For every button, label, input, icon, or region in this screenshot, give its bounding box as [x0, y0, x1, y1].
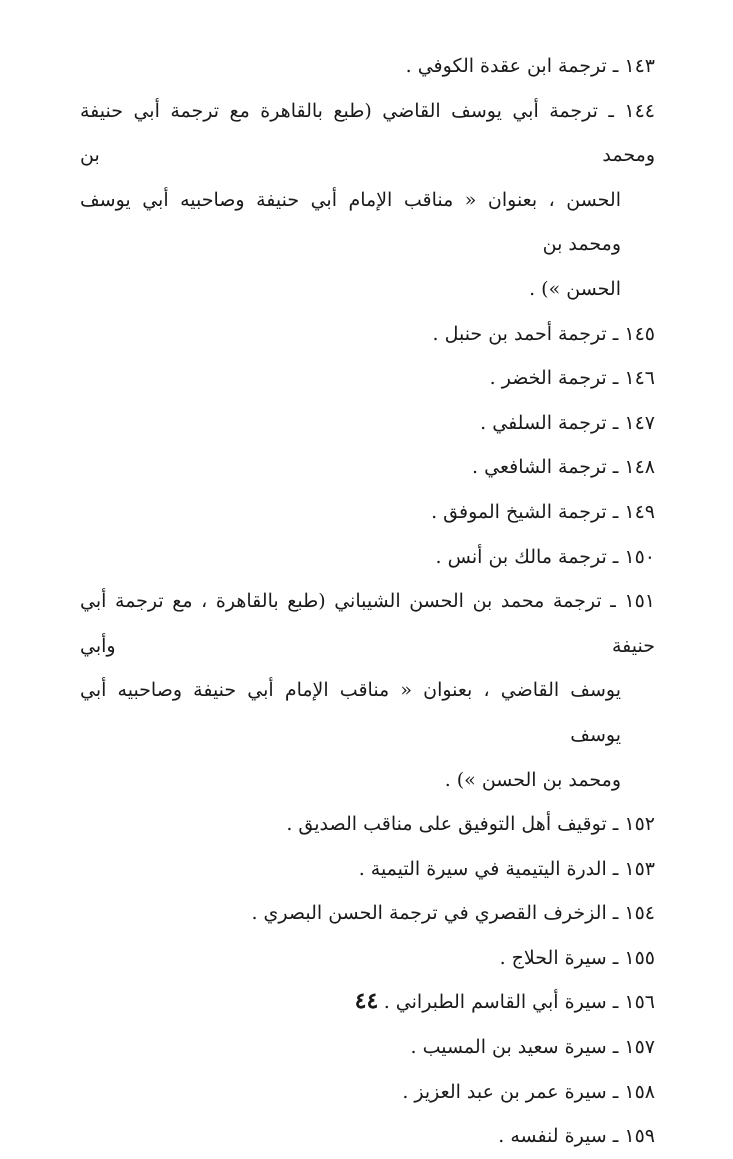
list-item [80, 356, 655, 401]
entry-line: ١٥٦ ـ سيرة أبي القاسم الطبراني . [383, 991, 655, 1014]
entry-line: الحسن ») . [529, 277, 621, 300]
list-item [80, 1025, 655, 1070]
entry-line: يوسف القاضي ، بعنوان « مناقب الإمام أبي حنيفة وصاحبيه أبي يوسف [80, 679, 621, 746]
list-item [80, 936, 655, 981]
entry-line: ١٥٤ ـ الزخرف القصري في ترجمة الحسن البصري . [251, 902, 655, 925]
list-item [80, 89, 655, 312]
entry-line: ١٤٤ ـ ترجمة أبي يوسف القاضي (طبع بالقاهرة مع ترجمة أبي حنيفة ومحمد بن [80, 99, 655, 167]
entry-line: ١٥٥ ـ سيرة الحلاج . [499, 946, 655, 969]
entry-line: ١٤٨ ـ ترجمة الشافعي . [472, 456, 655, 479]
list-item [80, 445, 655, 490]
list-item [80, 490, 655, 535]
list-item [80, 44, 655, 89]
entry-line: ١٥٣ ـ الدرة اليتيمية في سيرة التيمية . [358, 857, 655, 880]
entry-line: ١٥٩ ـ سيرة لنفسه . [498, 1125, 655, 1148]
list-item [80, 802, 655, 847]
entry-line: ١٤٩ ـ ترجمة الشيخ الموفق . [431, 500, 655, 523]
list-item [80, 1114, 655, 1159]
entry-line: ١٥٨ ـ سيرة عمر بن عبد العزيز . [402, 1080, 655, 1103]
entry-line: ١٥٧ ـ سيرة سعيد بن المسيب . [410, 1036, 655, 1059]
list-item [80, 891, 655, 936]
entry-line: ١٤٥ ـ ترجمة أحمد بن حنبل . [432, 322, 655, 345]
entry-line: ١٥٢ ـ توقيف أهل التوفيق على مناقب الصديق . [286, 813, 655, 836]
list-item [80, 579, 655, 802]
entry-line: ١٥١ ـ ترجمة محمد بن الحسن الشيباني (طبع بالقاهرة ، مع ترجمة أبي حنيفة وأبي [80, 590, 655, 657]
list-item [80, 401, 655, 446]
page-number: ٤٤ [354, 988, 379, 1014]
entry-line: ١٥٠ ـ ترجمة مالك بن أنس . [435, 545, 655, 568]
entry-line: ١٤٣ ـ ترجمة ابن عقدة الكوفي . [405, 55, 655, 77]
list-item [80, 1070, 655, 1115]
list-item [80, 312, 655, 357]
list-item [80, 535, 655, 580]
list-item [80, 847, 655, 892]
entry-line: الحسن ، بعنوان « مناقب الإمام أبي حنيفة وصاحبيه أبي يوسف ومحمد بن [80, 188, 621, 256]
entry-line: ١٤٦ ـ ترجمة الخضر . [489, 367, 655, 390]
entry-line: ومحمد بن الحسن ») . [444, 768, 621, 791]
entry-line: ١٤٧ ـ ترجمة السلفي . [480, 411, 655, 434]
